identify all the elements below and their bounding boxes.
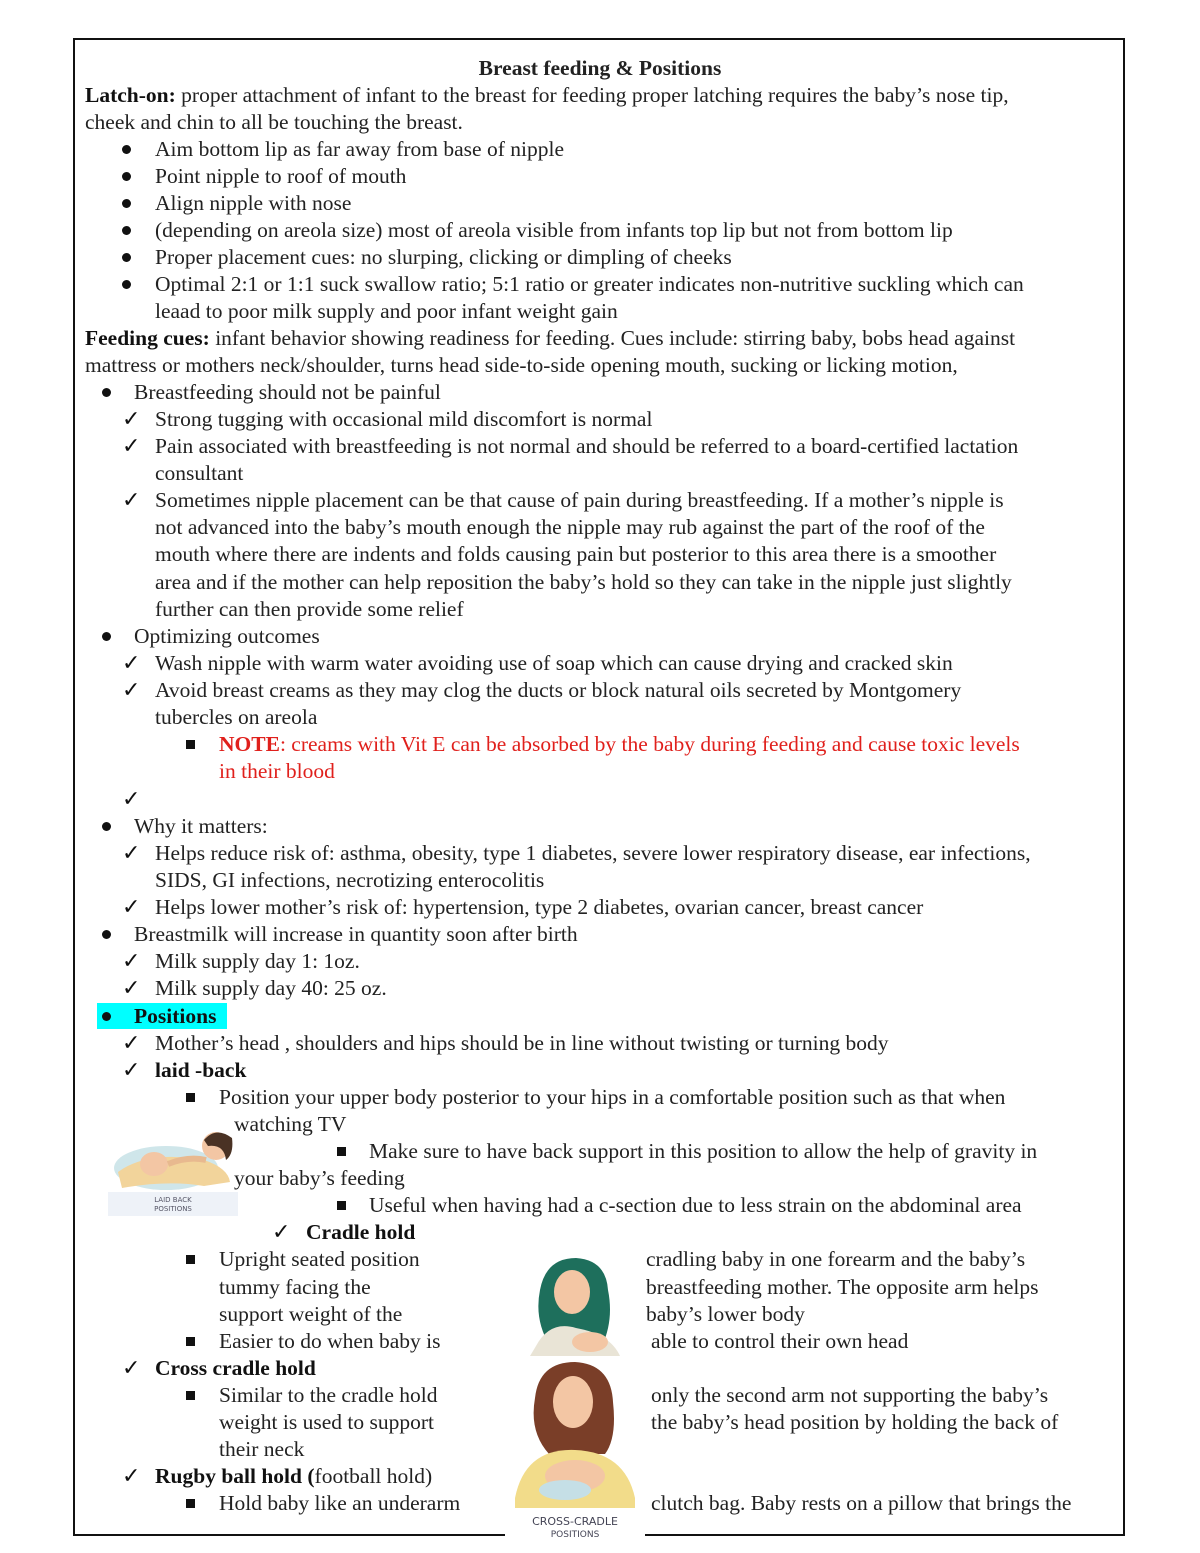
rugby-label: Rugby ball hold ( bbox=[155, 1464, 315, 1488]
bullet-dot bbox=[122, 226, 131, 235]
cross-cradle-illustration bbox=[505, 1358, 645, 1538]
rugby-label-rest: football hold) bbox=[314, 1464, 433, 1488]
bullet-dot bbox=[122, 199, 131, 208]
optimizing-item-2-cont: tubercles on areola bbox=[155, 705, 318, 729]
milk-heading: Breastmilk will increase in quantity soon after birth bbox=[134, 922, 578, 946]
bullet-dot bbox=[122, 145, 131, 154]
check-icon: ✓ bbox=[272, 1220, 291, 1245]
laid-item-3: Useful when having had a c-section due to less strain on the abdominal area bbox=[369, 1193, 1022, 1217]
laid-item-1: Position your upper body posterior to your hips in a comfortable position such as that when bbox=[219, 1085, 1006, 1109]
pain-item-2: Pain associated with breastfeeding is not normal and should be referred to a board-certified lactation bbox=[155, 434, 1019, 458]
bullet-dot bbox=[122, 253, 131, 262]
positions-heading: Positions bbox=[134, 1004, 217, 1028]
check-icon: ✓ bbox=[122, 678, 141, 703]
latch-bullet-6-cont: leaad to poor milk supply and poor infant weight gain bbox=[155, 299, 618, 323]
latch-bullet-1: Aim bottom lip as far away from base of nipple bbox=[155, 137, 564, 161]
latch-bullet-4: (depending on areola size) most of areola visible from infants top lip but not from bottom lip bbox=[155, 218, 953, 242]
why-item-1: Helps reduce risk of: asthma, obesity, type 1 diabetes, severe lower respiratory disease, ear infections, bbox=[155, 841, 1031, 865]
laid-back-caption-1: LAID BACK bbox=[154, 1196, 192, 1204]
latch-paragraph bbox=[85, 82, 1009, 109]
note-label: NOTE bbox=[219, 732, 280, 756]
bullet-dot bbox=[102, 930, 111, 939]
check-icon: ✓ bbox=[122, 1464, 141, 1489]
check-icon: ✓ bbox=[122, 1356, 141, 1381]
cross-item-1-cont-right: the baby’s head position by holding the back of bbox=[651, 1410, 1059, 1434]
feeding-paragraph bbox=[85, 325, 1015, 352]
laid-back-caption-2: POSITIONS bbox=[154, 1205, 192, 1213]
laid-item-1-cont: watching TV bbox=[234, 1112, 347, 1136]
pain-item-3-cont: not advanced into the baby’s mouth enough the nipple may rub against the part of the roof of the bbox=[155, 515, 985, 539]
cradle-item-1-right: cradling baby in one forearm and the baby’s bbox=[646, 1247, 1026, 1271]
latch-label: Latch-on: bbox=[85, 83, 176, 107]
check-icon: ✓ bbox=[122, 1031, 141, 1056]
cross-item-1: Similar to the cradle hold bbox=[219, 1383, 438, 1407]
check-icon: ✓ bbox=[122, 434, 141, 459]
latch-bullet-3: Align nipple with nose bbox=[155, 191, 352, 215]
note-line bbox=[219, 731, 1020, 758]
cradle-item-2-right: able to control their own head bbox=[651, 1329, 909, 1353]
pain-item-3-cont: area and if the mother can help reposition the baby’s hold so they can take in the nipple just slightly bbox=[155, 570, 1012, 594]
optimizing-item-2: Avoid breast creams as they may clog the ducts or block natural oils secreted by Montgomery bbox=[155, 678, 962, 702]
cradle-hold-illustration bbox=[510, 1250, 642, 1356]
check-icon: ✓ bbox=[122, 488, 141, 513]
rugby-item-1-right: clutch bag. Baby rests on a pillow that brings the bbox=[651, 1491, 1072, 1515]
cradle-item-1-cont-right: baby’s lower body bbox=[646, 1302, 805, 1326]
cradle-item-1: Upright seated position bbox=[219, 1247, 420, 1271]
bullet-dot bbox=[102, 822, 111, 831]
check-icon: ✓ bbox=[122, 787, 141, 812]
milk-item-1: Milk supply day 1: 1oz. bbox=[155, 949, 360, 973]
cross-cradle-label: Cross cradle hold bbox=[155, 1356, 316, 1380]
pain-item-3-cont: mouth where there are indents and folds causing pain but posterior to this area there is a smoother bbox=[155, 542, 997, 566]
optimizing-item-1: Wash nipple with warm water avoiding use of soap which can cause drying and cracked skin bbox=[155, 651, 953, 675]
laid-back-illustration bbox=[108, 1120, 238, 1216]
latch-text-1: proper attachment of infant to the breast for feeding proper latching requires the baby’s nose tip, bbox=[175, 83, 1009, 107]
cross-item-1-cont: their neck bbox=[219, 1437, 305, 1461]
positions-item-1: Mother’s head , shoulders and hips should be in line without twisting or turning body bbox=[155, 1031, 889, 1055]
check-icon: ✓ bbox=[122, 976, 141, 1001]
check-icon: ✓ bbox=[122, 949, 141, 974]
why-heading: Why it matters: bbox=[134, 814, 268, 838]
latch-text-2: cheek and chin to all be touching the breast. bbox=[85, 110, 463, 134]
cross-cradle-caption-2: POSITIONS bbox=[550, 1530, 600, 1538]
square-bullet bbox=[337, 1147, 346, 1156]
square-bullet bbox=[186, 1391, 195, 1400]
feeding-label: Feeding cues: bbox=[85, 326, 210, 350]
square-bullet bbox=[186, 1255, 195, 1264]
bullet-dot bbox=[102, 388, 111, 397]
cradle-label: Cradle hold bbox=[306, 1220, 416, 1244]
check-icon: ✓ bbox=[122, 841, 141, 866]
cradle-item-1-cont-right: breastfeeding mother. The opposite arm helps bbox=[646, 1275, 1039, 1299]
cross-item-1-cont: weight is used to support bbox=[219, 1410, 434, 1434]
check-icon: ✓ bbox=[122, 895, 141, 920]
milk-item-2: Milk supply day 40: 25 oz. bbox=[155, 976, 387, 1000]
bullet-dot bbox=[122, 172, 131, 181]
note-text-2: in their blood bbox=[219, 759, 335, 783]
cross-item-1-right: only the second arm not supporting the baby’s bbox=[651, 1383, 1049, 1407]
pain-heading: Breastfeeding should not be painful bbox=[134, 380, 441, 404]
square-bullet bbox=[186, 1499, 195, 1508]
why-item-2: Helps lower mother’s risk of: hypertension, type 2 diabetes, ovarian cancer, breast cancer bbox=[155, 895, 924, 919]
latch-bullet-6: Optimal 2:1 or 1:1 suck swallow ratio; 5:1 ratio or greater indicates non-nutritive suckling which can bbox=[155, 272, 1024, 296]
latch-bullet-5: Proper placement cues: no slurping, clicking or dimpling of cheeks bbox=[155, 245, 732, 269]
laid-item-2: Make sure to have back support in this position to allow the help of gravity in bbox=[369, 1139, 1038, 1163]
feeding-text-1: infant behavior showing readiness for feeding. Cues include: stirring baby, bobs head against bbox=[209, 326, 1016, 350]
square-bullet bbox=[337, 1201, 346, 1210]
pain-item-2-cont: consultant bbox=[155, 461, 244, 485]
bullet-dot bbox=[122, 280, 131, 289]
laid-item-2-cont: your baby’s feeding bbox=[234, 1166, 405, 1190]
note-text-1: : creams with Vit E can be absorbed by the baby during feeding and cause toxic levels bbox=[279, 732, 1020, 756]
feeding-text-2: mattress or mothers neck/shoulder, turns head side-to-side opening mouth, sucking or licking motion, bbox=[85, 353, 958, 377]
why-item-1-cont: SIDS, GI infections, necrotizing enterocolitis bbox=[155, 868, 545, 892]
square-bullet bbox=[186, 1337, 195, 1346]
pain-item-3-cont: further can then provide some relief bbox=[155, 597, 464, 621]
cradle-item-2: Easier to do when baby is bbox=[219, 1329, 441, 1353]
check-icon: ✓ bbox=[122, 407, 141, 432]
optimizing-heading: Optimizing outcomes bbox=[134, 624, 320, 648]
cradle-item-1-cont: tummy facing the bbox=[219, 1275, 371, 1299]
laid-back-label: laid -back bbox=[155, 1058, 247, 1082]
pain-item-1: Strong tugging with occasional mild discomfort is normal bbox=[155, 407, 653, 431]
bullet-dot bbox=[102, 1012, 111, 1021]
cradle-item-1-cont: support weight of the bbox=[219, 1302, 403, 1326]
check-icon: ✓ bbox=[122, 1058, 141, 1083]
square-bullet bbox=[186, 740, 195, 749]
latch-bullet-2: Point nipple to roof of mouth bbox=[155, 164, 407, 188]
pain-item-3: Sometimes nipple placement can be that cause of pain during breastfeeding. If a mother’s nipple is bbox=[155, 488, 1004, 512]
rugby-item-1: Hold baby like an underarm bbox=[219, 1491, 461, 1515]
cross-cradle-caption-1: CROSS-CRADLE bbox=[532, 1515, 618, 1528]
square-bullet bbox=[186, 1093, 195, 1102]
bullet-dot bbox=[102, 632, 111, 641]
rugby-line bbox=[155, 1463, 432, 1490]
check-icon: ✓ bbox=[122, 651, 141, 676]
page-title: Breast feeding & Positions bbox=[478, 56, 722, 80]
